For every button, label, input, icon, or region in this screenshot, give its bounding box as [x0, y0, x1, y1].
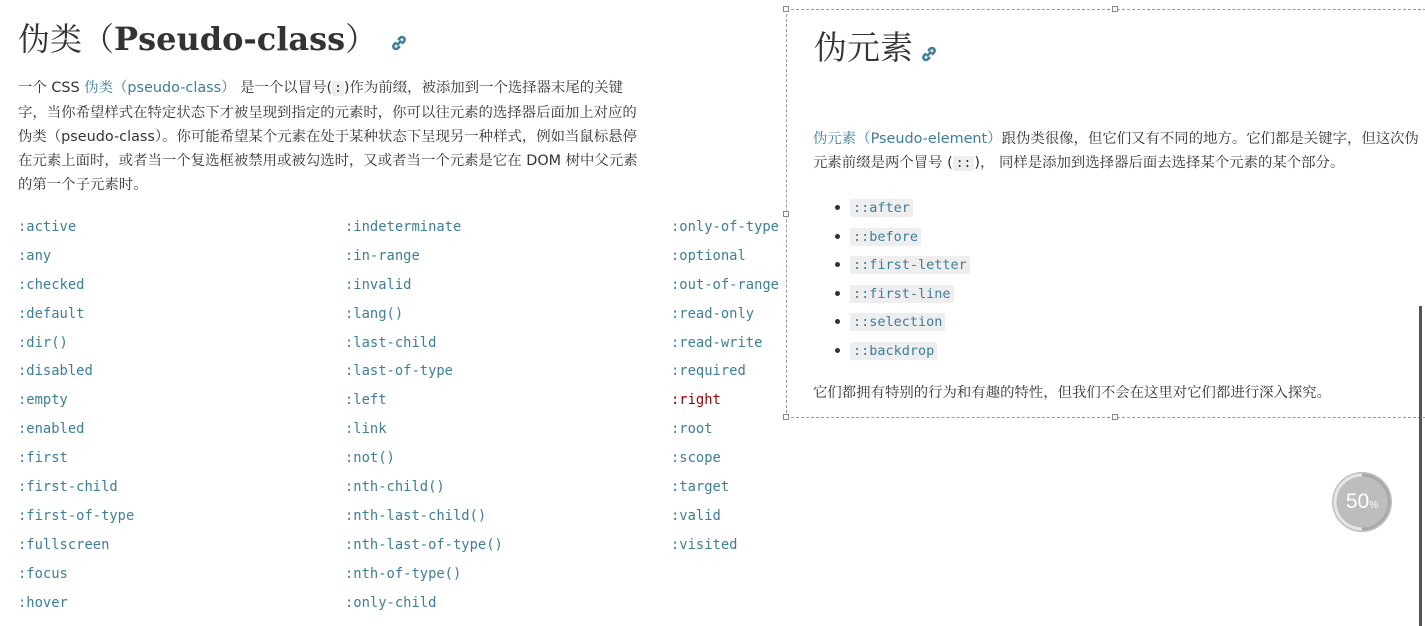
pseudo-element-link[interactable]: 伪元素（Pseudo-element） — [813, 131, 1002, 147]
list-item — [813, 253, 970, 282]
pseudo-class-column-1 — [18, 216, 134, 620]
list-item — [813, 282, 970, 311]
bullet-icon — [835, 205, 840, 210]
pseudo-class-link[interactable]: :only-of-type — [671, 219, 779, 235]
list-item — [813, 310, 970, 339]
pseudo-class-link[interactable]: :empty — [18, 392, 68, 409]
pseudo-class-link[interactable]: :valid — [671, 507, 721, 524]
pseudo-class-link[interactable]: :first-of-type — [18, 507, 135, 524]
resize-handle-left[interactable] — [783, 211, 789, 217]
pseudo-class-link[interactable]: :last-of-type — [345, 363, 453, 380]
pseudo-class-link[interactable]: :lang() — [345, 305, 404, 322]
list-item — [813, 196, 970, 225]
bullet-icon — [835, 234, 840, 239]
pseudo-class-link[interactable]: :focus — [18, 565, 68, 582]
progress-unit: % — [1369, 499, 1379, 511]
pseudo-class-link[interactable]: :first-child — [18, 479, 118, 496]
pseudo-class-link[interactable]: :last-child — [345, 334, 437, 351]
pseudo-element-section[interactable] — [786, 9, 1425, 418]
resize-handle-top[interactable] — [1112, 6, 1118, 12]
pseudo-class-link[interactable]: :optional — [671, 247, 746, 264]
pseudo-class-link[interactable]: :right — [671, 392, 721, 409]
pseudo-class-link[interactable]: :default — [18, 305, 85, 322]
pseudo-element-link[interactable]: ::first-letter — [850, 256, 970, 274]
pseudo-class-link[interactable]: :fullscreen — [18, 536, 110, 553]
link-icon[interactable] — [391, 21, 407, 59]
progress-value: 50 — [1345, 490, 1370, 513]
pseudo-class-link[interactable]: :invalid — [345, 276, 412, 293]
pseudo-class-link[interactable]: :any — [18, 247, 52, 264]
pseudo-class-heading: 伪类（Pseudo-class） — [18, 14, 407, 61]
pseudo-class-link[interactable]: :enabled — [18, 421, 85, 438]
pseudo-class-link[interactable]: :target — [671, 479, 730, 496]
resize-handle-bottom-left[interactable] — [783, 414, 789, 420]
pseudo-element-link[interactable]: ::first-line — [850, 285, 954, 303]
pseudo-class-link[interactable]: :active — [18, 219, 77, 235]
pseudo-element-heading: 伪元素 — [814, 22, 937, 70]
pseudo-class-link[interactable]: :nth-last-child() — [345, 507, 487, 524]
pseudo-class-link[interactable]: 伪类（pseudo-class） — [84, 80, 236, 96]
pseudo-class-column-3 — [671, 216, 779, 563]
list-item — [813, 225, 970, 254]
bullet-icon — [835, 262, 840, 267]
pseudo-class-link[interactable]: :checked — [18, 276, 85, 293]
pseudo-class-link[interactable]: :indeterminate — [345, 219, 462, 235]
bullet-icon — [835, 348, 840, 353]
vertical-scrollbar[interactable] — [1419, 306, 1422, 626]
list-item — [813, 339, 970, 368]
pseudo-class-link[interactable]: :read-write — [671, 334, 763, 351]
pseudo-class-link[interactable]: :out-of-range — [671, 276, 779, 293]
pseudo-class-link[interactable]: :not() — [345, 450, 395, 467]
resize-handle-bottom[interactable] — [1112, 414, 1118, 420]
pseudo-element-link[interactable]: ::before — [850, 228, 921, 246]
bullet-icon — [835, 319, 840, 324]
colon-code: : — [334, 81, 342, 96]
pseudo-class-link[interactable]: :link — [345, 421, 387, 438]
pseudo-element-outro: 它们都拥有特别的行为和有趣的特性，但我们不会在这里对它们都进行深入探究。 — [813, 385, 1332, 401]
pseudo-element-list — [813, 196, 970, 367]
pseudo-element-link[interactable]: ::backdrop — [850, 342, 937, 360]
pseudo-class-link[interactable]: :nth-of-type() — [345, 565, 462, 582]
double-colon-code: :: — [953, 156, 975, 171]
pseudo-class-column-2 — [345, 216, 503, 620]
pseudo-element-link[interactable]: ::after — [850, 199, 913, 217]
pseudo-class-intro: 一个 CSS 伪类（pseudo-class） 是一个以冒号( : )作为前缀，被添加到一个选择器末尾的关键字，当你希望样式在特定状态下才被呈现到指定的元素时，你可以往元素的选择器后面加上对应的伪类（pseudo-class）。你可能希望某个元素在处于某种状态下呈现另一种样式，例如当鼠标悬停在元素上面时，或者当一个复选框被禁用或被勾选时，又或者当一个元素是它在 DOM 树中父元素的第一个子元素时。 — [18, 80, 638, 193]
pseudo-class-link[interactable]: :disabled — [18, 363, 93, 380]
pseudo-class-link[interactable]: :left — [345, 392, 387, 409]
pseudo-class-link[interactable]: :scope — [671, 450, 721, 467]
link-icon[interactable] — [921, 31, 937, 70]
scroll-progress-indicator[interactable] — [1331, 471, 1393, 533]
pseudo-class-link[interactable]: :dir() — [18, 334, 68, 351]
pseudo-element-link[interactable]: ::selection — [850, 313, 945, 331]
pseudo-class-link[interactable]: :required — [671, 363, 746, 380]
pseudo-class-link[interactable]: :nth-last-of-type() — [345, 536, 503, 553]
pseudo-class-link[interactable]: :hover — [18, 594, 68, 611]
pseudo-class-link[interactable]: :nth-child() — [345, 479, 445, 496]
resize-handle-top-left[interactable] — [783, 6, 789, 12]
bullet-icon — [835, 291, 840, 296]
pseudo-class-link[interactable]: :visited — [671, 536, 738, 553]
pseudo-class-link[interactable]: :root — [671, 421, 713, 438]
pseudo-class-link[interactable]: :first — [18, 450, 68, 467]
pseudo-element-intro: 伪元素（Pseudo-element）跟伪类很像，但它们又有不同的地方。它们都是关键字，但这次伪元素前缀是两个冒号 ( :: )， 同样是添加到选择器后面去选择某个元素的某个部分。 — [813, 131, 1419, 171]
pseudo-class-link[interactable]: :only-child — [345, 594, 437, 611]
pseudo-class-link[interactable]: :read-only — [671, 305, 755, 322]
pseudo-class-link[interactable]: :in-range — [345, 247, 420, 264]
